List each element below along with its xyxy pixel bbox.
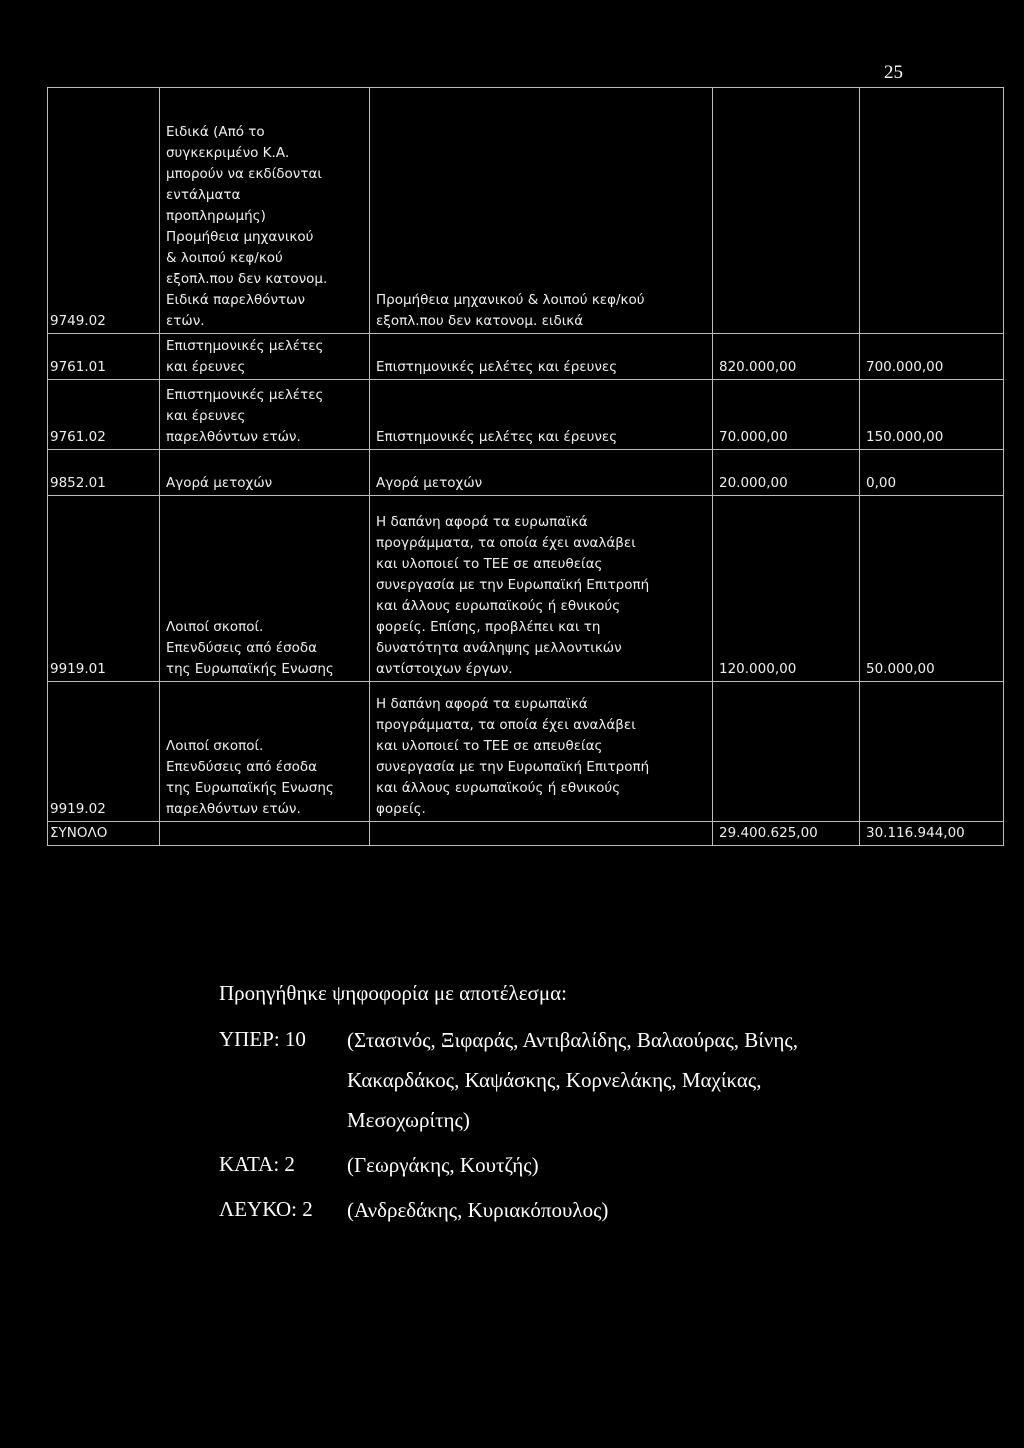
row-amount-2 [860, 682, 1004, 822]
total-amount-1: 29.400.625,00 [713, 822, 860, 846]
vote-title: Προηγήθηκε ψηφοφορία με αποτέλεσμα: [219, 981, 567, 1005]
row-amount-2: 50.000,00 [860, 496, 1004, 682]
total-row [48, 822, 1004, 846]
vote-for-label: ΥΠΕΡ: 10 [219, 1027, 306, 1051]
vote-for-row [219, 1027, 887, 1140]
vote-against-row [219, 1152, 887, 1185]
vote-blank-label: ΛΕΥΚΟ: 2 [219, 1197, 313, 1221]
table-row [48, 450, 1004, 496]
total-amount-2: 30.116.944,00 [860, 822, 1004, 846]
row-description: Προμήθεια μηχανικού & λοιπού κεφ/κού εξοπλ.που δεν κατονομ. ειδικά [370, 88, 713, 334]
table-row [48, 380, 1004, 450]
row-code: 9852.01 [48, 450, 160, 496]
page-number: 25 [884, 62, 903, 83]
row-amount-2 [860, 88, 1004, 334]
vote-result [219, 981, 887, 1230]
vote-against-names: (Γεωργάκης, Κουτζής) [347, 1153, 539, 1177]
row-amount-2: 700.000,00 [860, 334, 1004, 380]
row-title: Λοιποί σκοποί. Επενδύσεις από έσοδα της Ευρωπαϊκής Ενωσης [160, 496, 370, 682]
row-amount-1: 820.000,00 [713, 334, 860, 380]
row-title: Επιστημονικές μελέτες και έρευνες [160, 334, 370, 380]
budget-table [47, 87, 1004, 846]
vote-for-names: (Στασινός, Ξιφαράς, Αντιβαλίδης, Βαλαούρας, Βίνης, Κακαρδάκος, Καψάσκης, Κορνελάκης, Μαχίκας, Μεσοχωρίτης) [347, 1028, 798, 1132]
table-row [48, 334, 1004, 380]
table-row [48, 496, 1004, 682]
row-amount-1: 20.000,00 [713, 450, 860, 496]
row-description: Αγορά μετοχών [370, 450, 713, 496]
total-label: ΣΥΝΟΛΟ [48, 822, 160, 846]
row-amount-1 [713, 88, 860, 334]
row-code: 9761.01 [48, 334, 160, 380]
row-code: 9749.02 [48, 88, 160, 334]
row-amount-1: 120.000,00 [713, 496, 860, 682]
row-code: 9919.01 [48, 496, 160, 682]
row-title: Επιστημονικές μελέτες και έρευνες παρελθόντων ετών. [160, 380, 370, 450]
row-title: Ειδικά (Από το συγκεκριμένο Κ.Α. μπορούν να εκδίδονται εντάλματα προπληρωμής) Προμήθεια μηχανικού & λοιπού κεφ/κού εξοπλ.που δεν κατονομ. Ειδικά παρελθόντων ετών. [160, 88, 370, 334]
vote-against-label: ΚΑΤΑ: 2 [219, 1152, 295, 1176]
vote-blank-names: (Ανδρεδάκης, Κυριακόπουλος) [347, 1198, 609, 1222]
row-code: 9761.02 [48, 380, 160, 450]
vote-blank-row [219, 1197, 887, 1230]
row-description: Επιστημονικές μελέτες και έρευνες [370, 334, 713, 380]
row-code: 9919.02 [48, 682, 160, 822]
total-empty-description [370, 822, 713, 846]
table-row [48, 682, 1004, 822]
row-title: Αγορά μετοχών [160, 450, 370, 496]
row-amount-1 [713, 682, 860, 822]
row-amount-1: 70.000,00 [713, 380, 860, 450]
row-description: Η δαπάνη αφορά τα ευρωπαϊκά προγράμματα, τα οποία έχει αναλάβει και υλοποιεί το ΤΕΕ σε απευθείας συνεργασία με την Ευρωπαϊκή Επιτροπή και άλλους ευρωπαϊκούς ή εθνικούς φορείς. [370, 682, 713, 822]
row-description: Επιστημονικές μελέτες και έρευνες [370, 380, 713, 450]
row-title: Λοιποί σκοποί. Επενδύσεις από έσοδα της Ευρωπαϊκής Ενωσης παρελθόντων ετών. [160, 682, 370, 822]
table-row [48, 88, 1004, 334]
row-amount-2: 150.000,00 [860, 380, 1004, 450]
row-amount-2: 0,00 [860, 450, 1004, 496]
row-description: Η δαπάνη αφορά τα ευρωπαϊκά προγράμματα, τα οποία έχει αναλάβει και υλοποιεί το ΤΕΕ σε απευθείας συνεργασία με την Ευρωπαϊκή Επιτροπή και άλλους ευρωπαϊκούς ή εθνικούς φορείς. Επίσης, προβλέπει και τη δυνατότητα ανάληψης μελλοντικών αντίστοιχων έργων. [370, 496, 713, 682]
total-empty-title [160, 822, 370, 846]
